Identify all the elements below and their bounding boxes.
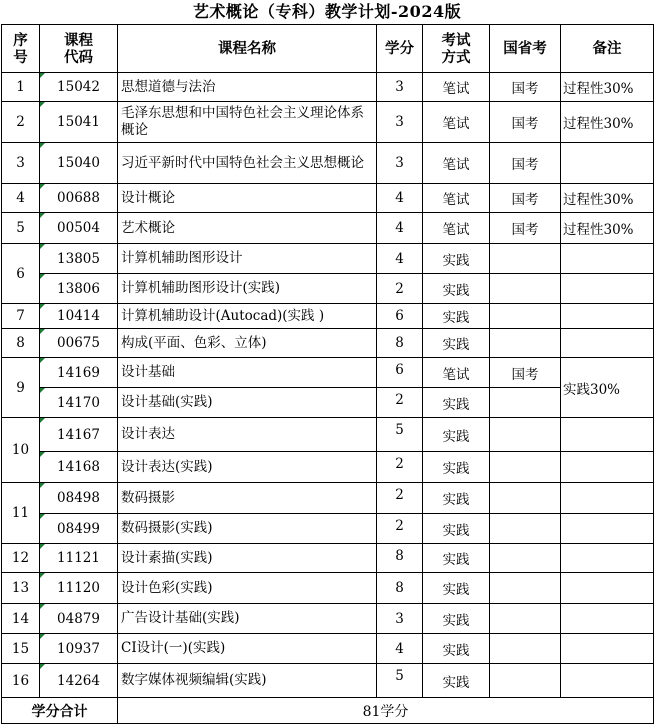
table-row: [2, 418, 654, 452]
credit-cell: 3: [377, 73, 423, 102]
total-row: [2, 698, 654, 724]
course-name-cell: 思想道德与法治: [118, 73, 377, 102]
code-cell: 15040: [40, 143, 118, 184]
seq-cell: 9: [2, 358, 40, 418]
exam-cell: 实践: [423, 573, 490, 604]
header-code: 课程代码: [40, 25, 118, 73]
national-cell: 国考: [490, 102, 561, 143]
national-cell: [490, 483, 561, 514]
note-cell: [561, 573, 654, 604]
national-cell: [490, 418, 561, 452]
credit-cell: 2: [377, 514, 423, 544]
code-cell: 14168: [40, 452, 118, 483]
table-row: [2, 544, 654, 573]
note-cell: [561, 274, 654, 304]
credit-cell: 3: [377, 143, 423, 184]
seq-cell: 5: [2, 213, 40, 244]
code-cell: 11120: [40, 573, 118, 604]
total-credits-label: 学分合计: [2, 698, 118, 724]
curriculum-table: [1, 24, 654, 724]
credit-cell: 4: [377, 184, 423, 213]
code-cell: 13805: [40, 244, 118, 274]
exam-cell: 实践: [423, 452, 490, 483]
course-name-cell: 数码摄影: [118, 483, 377, 514]
note-cell: [561, 143, 654, 184]
exam-cell: 实践: [423, 388, 490, 418]
exam-cell: 实践: [423, 664, 490, 698]
seq-cell: 10: [2, 418, 40, 483]
table-row: [2, 514, 654, 544]
course-name-cell: 计算机辅助图形设计(实践): [118, 274, 377, 304]
course-name-cell: 数码摄影(实践): [118, 514, 377, 544]
code-cell: 00688: [40, 184, 118, 213]
exam-cell: 实践: [423, 329, 490, 358]
course-name-cell: 计算机辅助图形设计: [118, 244, 377, 274]
seq-cell: 1: [2, 73, 40, 102]
code-cell: 14170: [40, 388, 118, 418]
table-row: [2, 274, 654, 304]
code-cell: 10414: [40, 304, 118, 329]
header-row: [2, 25, 654, 73]
national-cell: [490, 664, 561, 698]
course-name-cell: 计算机辅助设计(Autocad)(实践 ): [118, 304, 377, 329]
national-cell: [490, 329, 561, 358]
code-cell: 00675: [40, 329, 118, 358]
note-cell: 过程性30%: [561, 184, 654, 213]
header-name: 课程名称: [118, 25, 377, 73]
code-cell: 14169: [40, 358, 118, 388]
national-cell: [490, 452, 561, 483]
exam-cell: 实践: [423, 418, 490, 452]
national-cell: 国考: [490, 184, 561, 213]
table-row: [2, 73, 654, 102]
national-cell: 国考: [490, 213, 561, 244]
national-cell: [490, 388, 561, 418]
credit-cell: 2: [377, 483, 423, 514]
table-row: [2, 634, 654, 664]
table-row: [2, 102, 654, 143]
national-cell: [490, 573, 561, 604]
code-cell: 00504: [40, 213, 118, 244]
seq-cell: 12: [2, 544, 40, 573]
header-note: 备注: [561, 25, 654, 73]
note-cell: [561, 544, 654, 573]
note-cell: [561, 452, 654, 483]
seq-cell: 4: [2, 184, 40, 213]
exam-cell: 实践: [423, 544, 490, 573]
seq-cell: 16: [2, 664, 40, 698]
exam-cell: 笔试: [423, 102, 490, 143]
credit-cell: 4: [377, 634, 423, 664]
national-cell: 国考: [490, 143, 561, 184]
course-name-cell: 设计基础: [118, 358, 377, 388]
course-name-cell: 设计色彩(实践): [118, 573, 377, 604]
exam-cell: 笔试: [423, 358, 490, 388]
header-seq: 序号: [2, 25, 40, 73]
code-cell: 15042: [40, 73, 118, 102]
national-cell: 国考: [490, 358, 561, 388]
national-cell: [490, 304, 561, 329]
seq-cell: 11: [2, 483, 40, 544]
note-cell: [561, 244, 654, 274]
national-cell: [490, 634, 561, 664]
table-row: [2, 388, 654, 418]
course-name-cell: 毛泽东思想和中国特色社会主义理论体系概论: [118, 102, 377, 143]
header-exam: 考试方式: [423, 25, 490, 73]
credit-cell: 8: [377, 329, 423, 358]
code-cell: 08499: [40, 514, 118, 544]
exam-cell: 实践: [423, 514, 490, 544]
course-name-cell: CI设计(一)(实践): [118, 634, 377, 664]
table-row: [2, 304, 654, 329]
credit-cell: 2: [377, 388, 423, 418]
note-cell: [561, 664, 654, 698]
note-cell: 过程性30%: [561, 102, 654, 143]
credit-cell: 4: [377, 244, 423, 274]
credit-cell: 3: [377, 604, 423, 634]
course-name-cell: 设计表达(实践): [118, 452, 377, 483]
table-row: [2, 143, 654, 184]
code-cell: 14167: [40, 418, 118, 452]
credit-cell: 4: [377, 213, 423, 244]
note-cell: [561, 483, 654, 514]
national-cell: [490, 544, 561, 573]
code-cell: 11121: [40, 544, 118, 573]
page-title: 艺术概论（专科）教学计划-2024版: [192, 2, 462, 21]
table-row: [2, 664, 654, 698]
seq-cell: 14: [2, 604, 40, 634]
exam-cell: 实践: [423, 604, 490, 634]
header-national: 国省考: [490, 25, 561, 73]
note-cell: [561, 514, 654, 544]
code-cell: 04879: [40, 604, 118, 634]
seq-cell: 15: [2, 634, 40, 664]
credit-cell: 6: [377, 358, 423, 388]
exam-cell: 笔试: [423, 143, 490, 184]
exam-cell: 笔试: [423, 184, 490, 213]
exam-cell: 笔试: [423, 73, 490, 102]
credit-cell: 8: [377, 544, 423, 573]
credit-cell: 8: [377, 573, 423, 604]
exam-cell: 实践: [423, 634, 490, 664]
seq-cell: 13: [2, 573, 40, 604]
table-row: [2, 213, 654, 244]
code-cell: 15041: [40, 102, 118, 143]
seq-cell: 7: [2, 304, 40, 329]
table-row: [2, 244, 654, 274]
table-row: [2, 184, 654, 213]
exam-cell: 实践: [423, 244, 490, 274]
credit-cell: 5: [377, 418, 423, 452]
exam-cell: 实践: [423, 304, 490, 329]
note-cell: [561, 604, 654, 634]
course-name-cell: 数字媒体视频编辑(实践): [118, 664, 377, 698]
seq-cell: 8: [2, 329, 40, 358]
note-cell: [561, 329, 654, 358]
exam-cell: 实践: [423, 483, 490, 514]
national-cell: [490, 604, 561, 634]
exam-cell: 笔试: [423, 213, 490, 244]
code-cell: 14264: [40, 664, 118, 698]
note-cell: 过程性30%: [561, 213, 654, 244]
note-cell: 实践30%: [561, 358, 654, 418]
table-row: [2, 358, 654, 388]
credit-cell: 3: [377, 102, 423, 143]
credit-cell: 6: [377, 304, 423, 329]
credit-cell: 2: [377, 452, 423, 483]
seq-cell: 2: [2, 102, 40, 143]
course-name-cell: 设计表达: [118, 418, 377, 452]
course-name-cell: 构成(平面、色彩、立体): [118, 329, 377, 358]
total-credits-value: 81学分: [118, 698, 654, 724]
code-cell: 08498: [40, 483, 118, 514]
code-cell: 10937: [40, 634, 118, 664]
credit-cell: 5: [377, 664, 423, 698]
course-name-cell: 广告设计基础(实践): [118, 604, 377, 634]
table-row: [2, 483, 654, 514]
national-cell: [490, 514, 561, 544]
note-cell: [561, 418, 654, 452]
course-name-cell: 习近平新时代中国特色社会主义思想概论: [118, 143, 377, 184]
table-row: [2, 452, 654, 483]
seq-cell: 6: [2, 244, 40, 304]
table-row: [2, 329, 654, 358]
exam-cell: 实践: [423, 274, 490, 304]
seq-cell: 3: [2, 143, 40, 184]
code-cell: 13806: [40, 274, 118, 304]
note-cell: 过程性30%: [561, 73, 654, 102]
table-row: [2, 604, 654, 634]
course-name-cell: 设计基础(实践): [118, 388, 377, 418]
course-name-cell: 艺术概论: [118, 213, 377, 244]
note-cell: [561, 304, 654, 329]
header-credit: 学分: [377, 25, 423, 73]
national-cell: 国考: [490, 73, 561, 102]
national-cell: [490, 244, 561, 274]
course-name-cell: 设计素描(实践): [118, 544, 377, 573]
table-row: [2, 573, 654, 604]
national-cell: [490, 274, 561, 304]
note-cell: [561, 634, 654, 664]
credit-cell: 2: [377, 274, 423, 304]
course-name-cell: 设计概论: [118, 184, 377, 213]
